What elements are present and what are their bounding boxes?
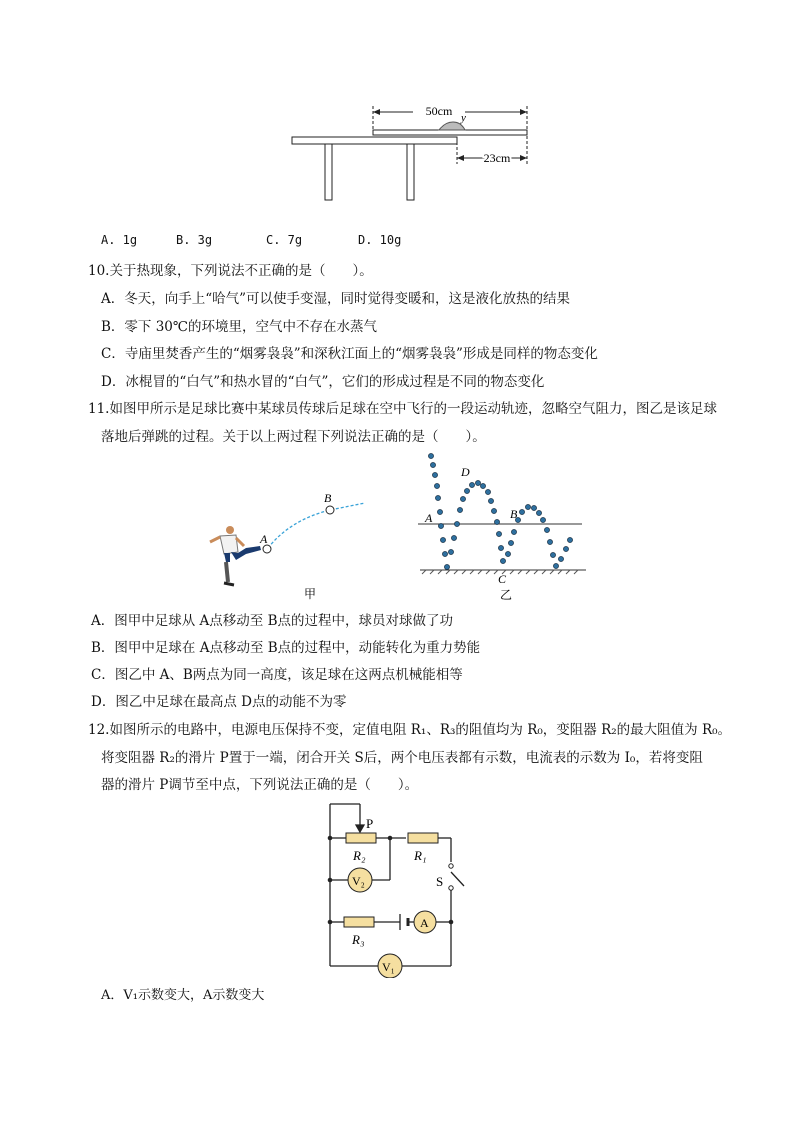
label-a: A [420, 916, 429, 930]
ball-point-b [326, 506, 334, 514]
resistor-r3 [344, 917, 374, 927]
label-p: P [366, 816, 374, 831]
table-ruler-figure [285, 98, 545, 206]
circuit-diagram [318, 800, 468, 978]
label-s: S [436, 874, 444, 889]
caption-jia: 甲 [304, 587, 317, 601]
ball-point-a [263, 545, 271, 553]
q12-option-a[interactable]: A．V₁示数变大，A示数变大 [101, 988, 265, 1003]
label-yi-a: A [425, 511, 433, 525]
label-50cm: 50cm [425, 104, 453, 118]
q10-stem: 10.关于热现象，下列说法不正确的是（ ）。 [88, 263, 373, 279]
q10-option-a[interactable]: A．冬天，向手上“哈气”可以使手变湿，同时觉得变暖和，这是液化放热的结果 [101, 291, 571, 307]
q10-option-c[interactable]: C．寺庙里焚香产生的“烟雾袅袅”和深秋江面上的“烟雾袅袅”形成是同样的物态变化 [101, 346, 598, 362]
label-yi-c: C [498, 572, 507, 586]
label-jia-b: B [324, 491, 332, 505]
q10-option-b[interactable]: B．零下 30℃的环境里，空气中不存在水蒸气 [101, 319, 377, 335]
resistor-r1 [408, 833, 438, 843]
label-yi-d: D [461, 465, 470, 479]
q11-option-d[interactable]: D．图乙中足球在最高点 D点的动能不为零 [91, 694, 347, 710]
q9-option-b[interactable]: B. 3g [176, 233, 213, 247]
q9-option-a[interactable]: A. 1g [101, 233, 138, 247]
label-v2: V₂ [352, 874, 365, 888]
q12-stem-line2: 将变阻器 R₂的滑片 P置于一端，闭合开关 S后，两个电压表都有示数，电流表的示数为 I₀，若将变阻 [101, 750, 703, 766]
q11-stem-line2: 落地后弹跳的过程。关于以上两过程下列说法正确的是（ ）。 [101, 429, 486, 445]
caption-yi: 乙 [500, 588, 513, 602]
q11-option-a[interactable]: A．图甲中足球从 A点移动至 B点的过程中，球员对球做了功 [91, 613, 454, 629]
label-23cm: 23cm [483, 151, 511, 165]
q11-stem-line1: 11.如图甲所示是足球比赛中某球员传球后足球在空中飞行的一段运动轨迹，忽略空气阻力，图乙是该足球 [88, 401, 717, 417]
q12-stem-line1: 12.如图所示的电路中，电源电压保持不变，定值电阻 R₁、R₃的阻值均为 R₀，变阻器 R₂的最大阻值为 R₀。 [88, 722, 732, 738]
figure-jia-kick [200, 490, 370, 605]
label-y: y [461, 112, 466, 124]
resistor-r2 [346, 833, 376, 843]
label-r2: R₂ [353, 848, 366, 863]
label-jia-a: A [260, 532, 268, 546]
label-yi-b: B [510, 507, 518, 521]
bounce-dots [428, 453, 572, 569]
q9-option-c[interactable]: C. 7g [266, 233, 303, 247]
label-r1: R₁ [414, 848, 427, 863]
q11-option-b[interactable]: B．图甲中足球在 A点移动至 B点的过程中，动能转化为重力势能 [91, 640, 481, 656]
label-v1: V₁ [382, 960, 395, 974]
q12-stem-line3: 器的滑片 P调节至中点，下列说法正确的是（ ）。 [101, 777, 419, 793]
q11-option-c[interactable]: C．图乙中 A、B两点为同一高度，该足球在这两点机械能相等 [91, 667, 463, 683]
label-r3: R₃ [352, 932, 365, 947]
q10-option-d[interactable]: D．冰棍冒的“白气”和热水冒的“白气”，它们的形成过程是不同的物态变化 [101, 374, 545, 390]
q9-option-d[interactable]: D. 10g [358, 233, 402, 247]
player-figure [210, 526, 261, 585]
figure-yi-bounce [416, 448, 586, 603]
